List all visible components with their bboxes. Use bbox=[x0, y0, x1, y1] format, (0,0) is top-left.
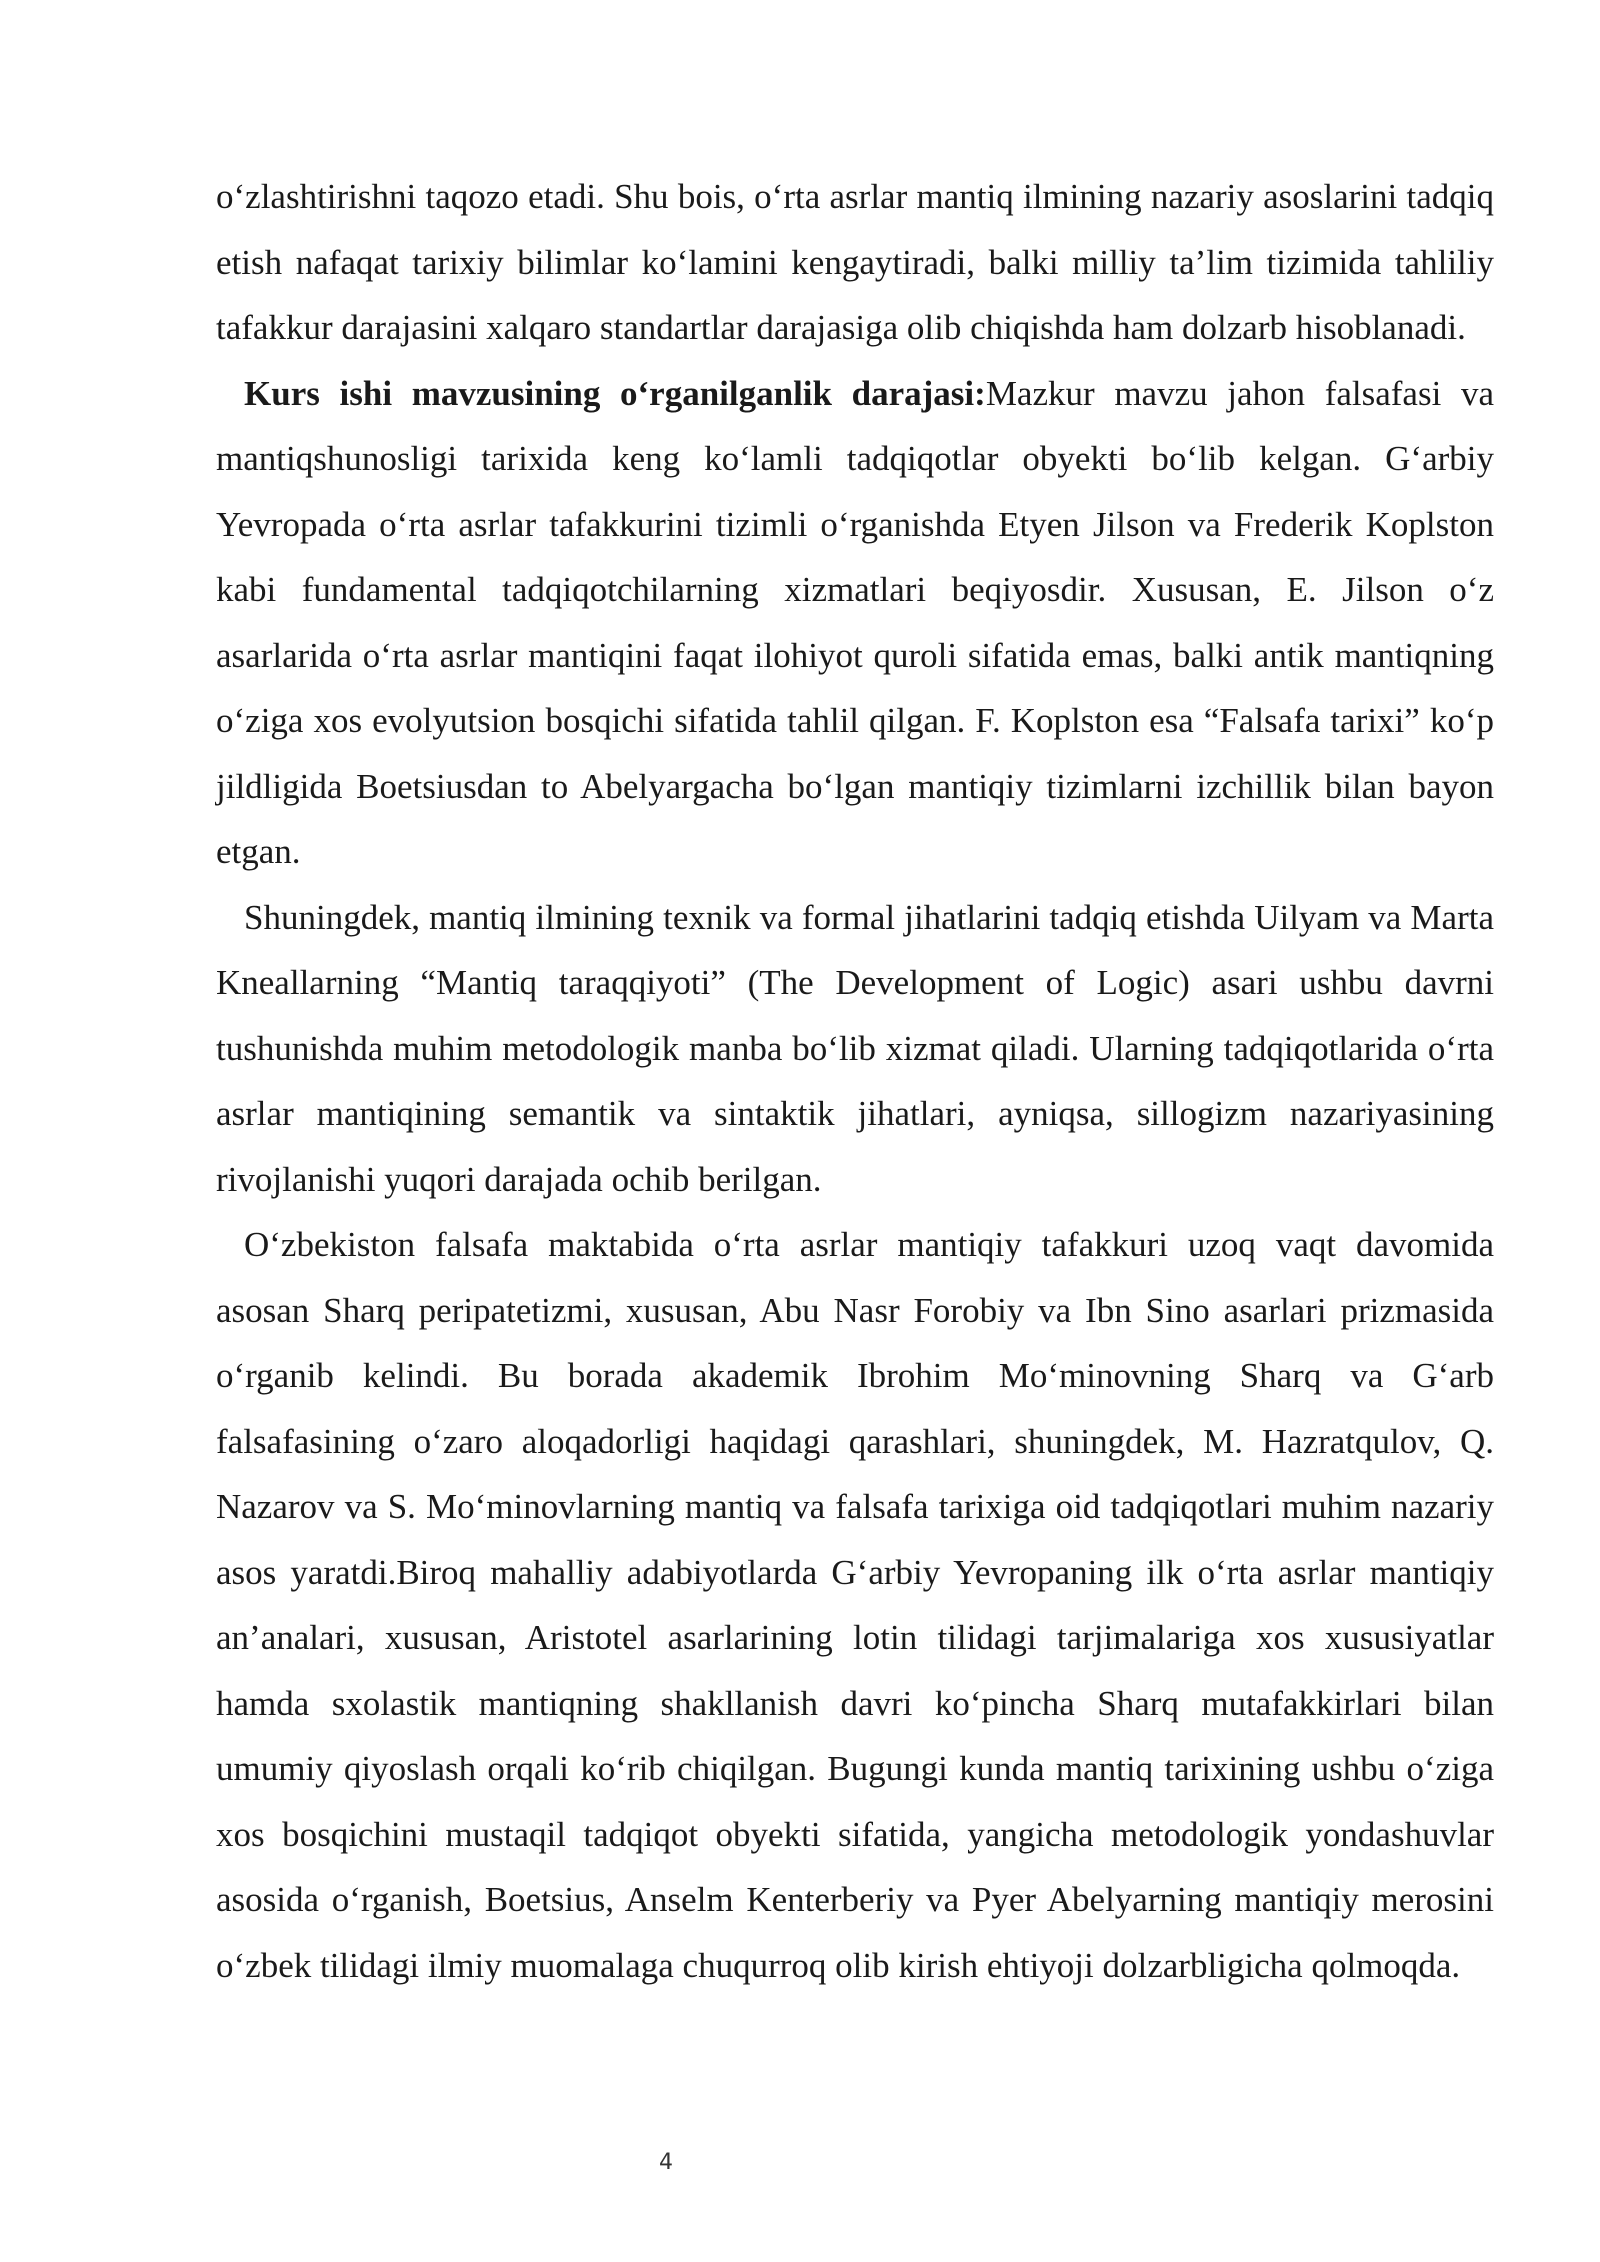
paragraph-kneale-study bbox=[216, 885, 1494, 1213]
document-page bbox=[216, 164, 1494, 1998]
paragraph-text: Shuningdek, mantiq ilmining texnik va formal jihatlarini tadqiq etishda Uilyam va Marta Kneallarning “Mantiq taraqqiyoti” (The Development of Logic) asari ushbu davrni tushunishda muhim metodologik manba bo‘lib xizmat qiladi. Ularning tadqiqotlarida o‘rta asrlar mantiqining semantik va sintaktik jihatlari, ayniqsa, sillogizm nazariyasining rivojlanishi yuqori darajada ochib berilgan. bbox=[216, 897, 1494, 1199]
paragraph-study-level bbox=[216, 361, 1494, 885]
paragraph-uzbek-school bbox=[216, 1212, 1494, 1998]
paragraph-text: o‘zlashtirishni taqozo etadi. Shu bois, o‘rta asrlar mantiq ilmining nazariy asoslarini tadqiq etish nafaqat tarixiy bilimlar ko‘lamini kengaytiradi, balki milliy ta’lim tizimida tahliliy tafakkur darajasini xalqaro standartlar darajasiga olib chiqishda ham dolzarb hisoblanadi. bbox=[216, 177, 1494, 347]
paragraph-text: O‘zbekiston falsafa maktabida o‘rta asrlar mantiqiy tafakkuri uzoq vaqt davomida asosan Sharq peripatetizmi, xususan, Abu Nasr Forobiy va Ibn Sino asarlari prizmasida o‘rganib kelindi. Bu borada akademik Ibrohim Mo‘minovning Sharq va G‘arb falsafasining o‘zaro aloqadorligi haqidagi qarashlari, shuningdek, M. Hazratqulov, Q. Nazarov va S. Mo‘minovlarning mantiq va falsafa tarixiga oid tadqiqotlari muhim nazariy asos yaratdi.Biroq mahalliy adabiyotlarda G‘arbiy Yevropaning ilk o‘rta asrlar mantiqiy an’analari, xususan, Aristotel asarlarining lotin tilidagi tarjimalariga xos xususiyatlar hamda sxolastik mantiqning shakllanish davri ko‘pincha Sharq mutafakkirlari bilan umumiy qiyoslash orqali ko‘rib chiqilgan. Bugungi kunda mantiq tarixining ushbu o‘ziga xos bosqichini mustaqil tadqiqot obyekti sifatida, yangicha metodologik yondashuvlar asosida o‘rganish, Boetsius, Anselm Kenterberiy va Pyer Abelyarning mantiqiy merosini o‘zbek tilidagi ilmiy muomalaga chuqurroq olib kirish ehtiyoji dolzarbligicha qolmoqda. bbox=[216, 1225, 1494, 1985]
page-number: 4 bbox=[659, 2150, 673, 2175]
section-heading-inline: Kurs ishi mavzusining o‘rganilganlik darajasi: bbox=[244, 373, 986, 413]
paragraph-text: Mazkur mavzu jahon falsafasi va mantiqshunosligi tarixida keng ko‘lamli tadqiqotlar obyekti bo‘lib kelgan. G‘arbiy Yevropada o‘rta asrlar tafakkurini tizimli o‘rganishda Etyen Jilson va Frederik Koplston kabi fundamental tadqiqotchilarning xizmatlari beqiyosdir. Xususan, E. Jilson o‘z asarlarida o‘rta asrlar mantiqini faqat ilohiyot quroli sifatida emas, balki antik mantiqning o‘ziga xos evolyutsion bosqichi sifatida tahlil qilgan. F. Koplston esa “Falsafa tarixi” ko‘p jildligida Boetsiusdan to Abelyargacha bo‘lgan mantiqiy tizimlarni izchillik bilan bayon etgan. bbox=[216, 373, 1494, 871]
paragraph-continuation bbox=[216, 164, 1494, 361]
